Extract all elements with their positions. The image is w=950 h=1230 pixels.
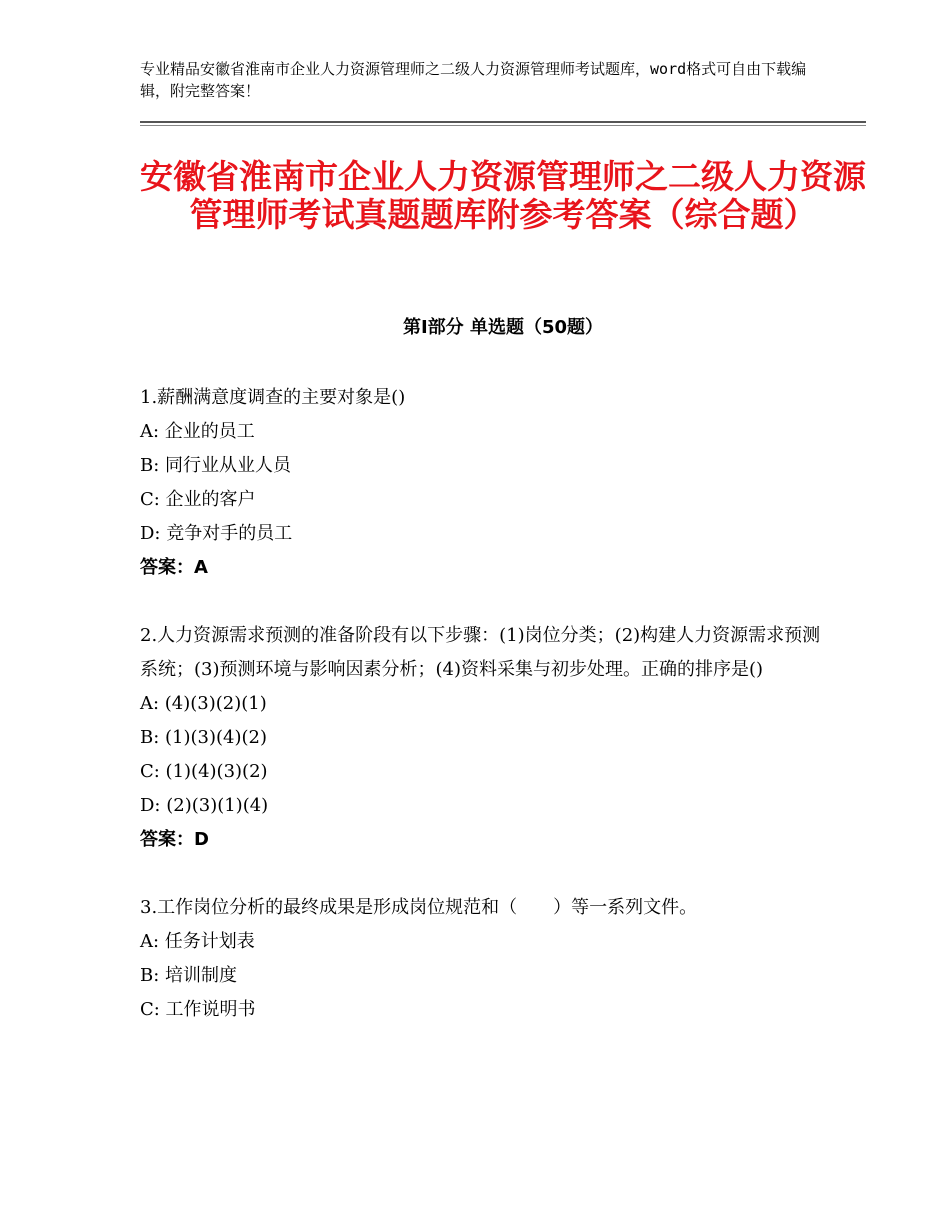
question-3-option-b: B: 培训制度 [140, 965, 238, 986]
question-2-option-d: D: (2)(3)(1)(4) [140, 795, 269, 816]
question-1-option-c: C: 企业的客户 [140, 489, 256, 510]
question-1-answer: 答案：A [140, 557, 208, 578]
header-note: 专业精品安徽省淮南市企业人力资源管理师之二级人力资源管理师考试题库，word格式可自由下载编辑，附完整答案！ [140, 60, 807, 100]
header-rule-thin [140, 125, 866, 126]
question-1-stem: 1.薪酬满意度调查的主要对象是() [140, 387, 406, 408]
question-3-option-a: A: 任务计划表 [140, 931, 255, 952]
question-2 [140, 619, 830, 857]
header-rule-thick [140, 121, 866, 123]
question-2-stem: 2.人力资源需求预测的准备阶段有以下步骤：(1)岗位分类；(2)构建人力资源需求预测系统；(3)预测环境与影响因素分析；(4)资料采集与初步处理。正确的排序是() [140, 625, 821, 680]
question-3-option-c: C: 工作说明书 [140, 999, 256, 1020]
document-title: 安徽省淮南市企业人力资源管理师之二级人力资源管理师考试真题题库附参考答案（综合题） [140, 157, 866, 234]
question-1-option-b: B: 同行业从业人员 [140, 455, 292, 476]
question-3 [140, 891, 830, 1027]
question-1 [140, 381, 830, 585]
question-2-option-b: B: (1)(3)(4)(2) [140, 727, 268, 748]
section-title: 第Ⅰ部分 单选题（50题） [402, 317, 603, 338]
question-3-stem: 3.工作岗位分析的最终成果是形成岗位规范和（ ）等一系列文件。 [140, 897, 698, 918]
question-1-option-d: D: 竞争对手的员工 [140, 523, 293, 544]
question-2-option-a: A: (4)(3)(2)(1) [140, 693, 267, 714]
question-list [140, 381, 830, 1061]
question-2-answer: 答案：D [140, 829, 209, 850]
question-1-option-a: A: 企业的员工 [140, 421, 255, 442]
question-2-option-c: C: (1)(4)(3)(2) [140, 761, 268, 782]
